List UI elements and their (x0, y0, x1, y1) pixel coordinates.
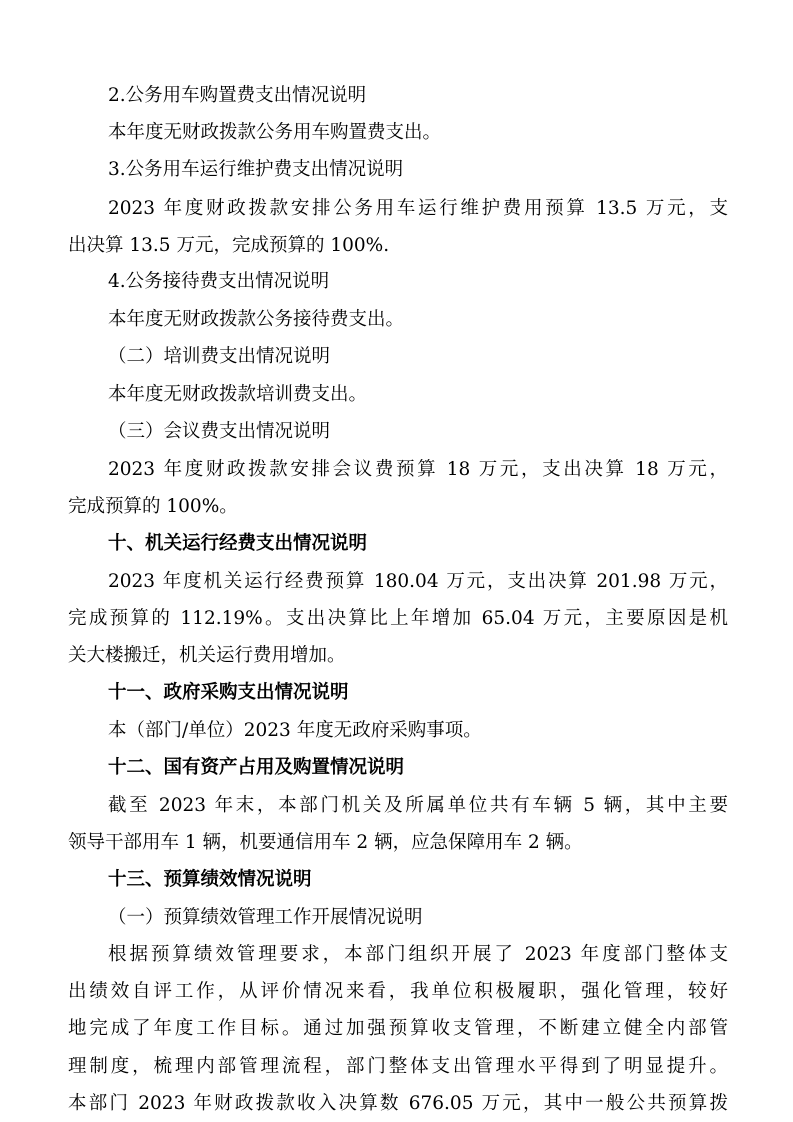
paragraph-line: 理制度，梳理内部管理流程，部门整体支出管理水平得到了明显提升。 (68, 1056, 728, 1077)
paragraph-line: 出绩效自评工作，从评价情况来看，我单位积极履职，强化管理，较好 (68, 981, 728, 1002)
paragraph-line: 出决算 13.5 万元，完成预算的 100%. (68, 235, 390, 256)
paragraph-line: 关大楼搬迁，机关运行费用增加。 (68, 645, 346, 666)
paragraph-line: 根据预算绩效管理要求，本部门组织开展了 2023 年度部门整体支 (108, 944, 728, 965)
paragraph-line: 2023 年度机关运行经费预算 180.04 万元，支出决算 201.98 万元， (108, 571, 728, 592)
section-heading-12: 十二、国有资产占用及购置情况说明 (108, 757, 405, 778)
paragraph-line: 领导干部用车 1 辆，机要通信用车 2 辆，应急保障用车 2 辆。 (68, 832, 583, 853)
paragraph-line: 本年度无财政拨款公务接待费支出。 (108, 309, 405, 330)
subheading-performance-mgmt: （一）预算绩效管理工作开展情况说明 (108, 907, 423, 928)
paragraph-line: 本部门 2023 年财政拨款收入决算数 676.05 万元，其中一般公共预算拨 (68, 1093, 728, 1114)
paragraph-line: 截至 2023 年末，本部门机关及所属单位共有车辆 5 辆，其中主要 (108, 795, 728, 816)
section-heading-10: 十、机关运行经费支出情况说明 (108, 533, 368, 554)
paragraph-line: 本年度无财政拨款培训费支出。 (108, 384, 368, 405)
paragraph-line: 完成预算的 100%。 (68, 496, 238, 517)
subheading-training: （二）培训费支出情况说明 (108, 346, 331, 367)
subheading-meeting: （三）会议费支出情况说明 (108, 421, 331, 442)
paragraph-line: 本（部门/单位）2023 年度无政府采购事项。 (108, 720, 482, 741)
paragraph-line: 2023 年度财政拨款安排公务用车运行维护费用预算 13.5 万元，支 (108, 198, 728, 219)
subheading-vehicle-purchase: 2.公务用车购置费支出情况说明 (108, 85, 367, 106)
section-heading-11: 十一、政府采购支出情况说明 (108, 682, 349, 703)
paragraph-line: 完成预算的 112.19%。支出决算比上年增加 65.04 万元，主要原因是机 (68, 608, 728, 629)
paragraph-line: 2023 年度财政拨款安排会议费预算 18 万元，支出决算 18 万元， (108, 459, 728, 480)
subheading-vehicle-maintenance: 3.公务用车运行维护费支出情况说明 (108, 159, 404, 180)
paragraph-line: 地完成了年度工作目标。通过加强预算收支管理，不断建立健全内部管 (68, 1018, 728, 1039)
paragraph-line: 本年度无财政拨款公务用车购置费支出。 (108, 122, 442, 143)
subheading-reception: 4.公务接待费支出情况说明 (108, 271, 330, 292)
section-heading-13: 十三、预算绩效情况说明 (108, 869, 312, 890)
